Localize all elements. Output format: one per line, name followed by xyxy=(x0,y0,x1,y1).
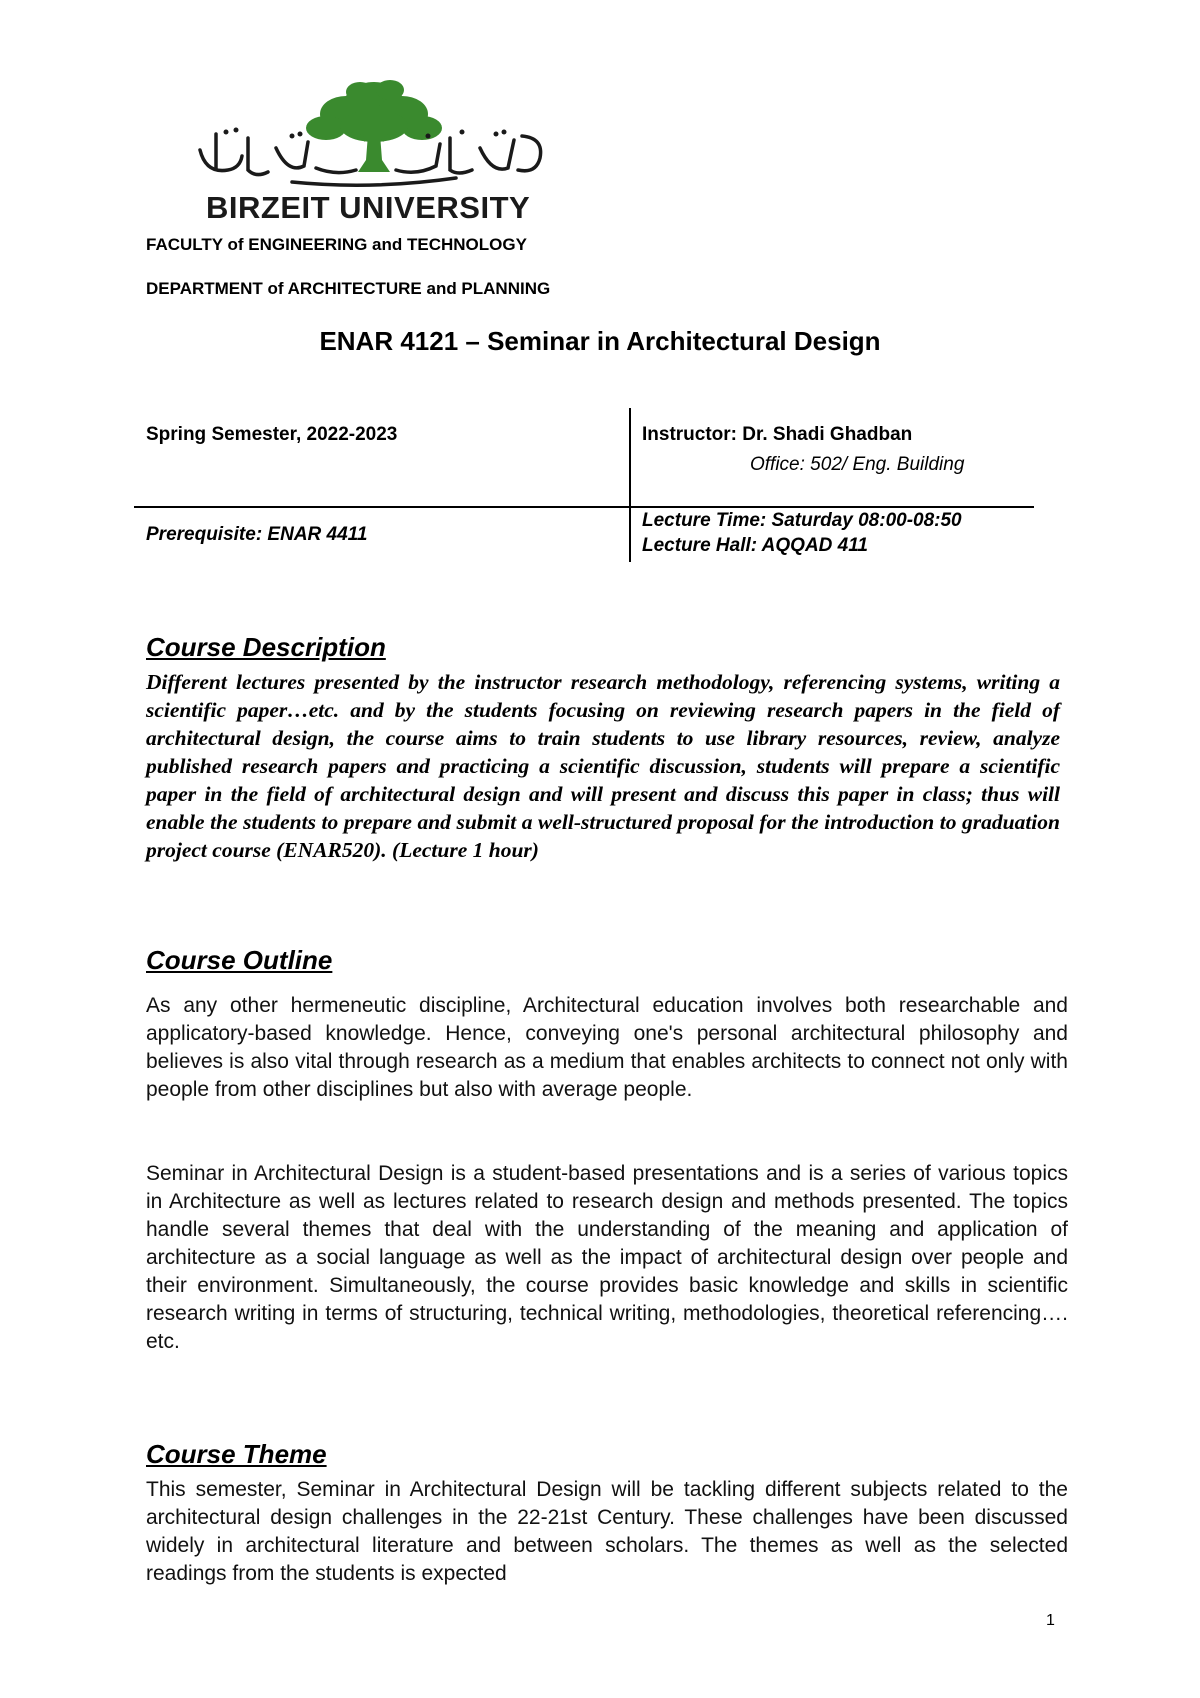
prerequisite: Prerequisite: ENAR 4411 xyxy=(146,524,368,545)
department-name: DEPARTMENT of ARCHITECTURE and PLANNING xyxy=(146,279,551,298)
course-theme-heading: Course Theme xyxy=(146,1439,327,1469)
university-name: BIRZEIT UNIVERSITY xyxy=(206,190,531,225)
faculty-name: FACULTY of ENGINEERING and TECHNOLOGY xyxy=(146,235,527,254)
office: Office: 502/ Eng. Building xyxy=(750,454,965,475)
lecture-time: Lecture Time: Saturday 08:00-08:50 xyxy=(642,510,962,531)
instructor: Instructor: Dr. Shadi Ghadban xyxy=(642,424,913,445)
table-divider-horizontal xyxy=(134,506,1034,508)
lecture-hall: Lecture Hall: AQQAD 411 xyxy=(642,535,868,556)
course-outline-heading: Course Outline xyxy=(146,945,333,975)
course-outline-paragraph-1: As any other hermeneutic discipline, Architectural education involves both researchable and applicatory-based knowledge. Hence, conveying one's personal architectural philosophy and believes is also vital through research as a medium that enables architects to connect not only with people from other disciplines but also with average people. xyxy=(146,994,1068,1101)
semester: Spring Semester, 2022-2023 xyxy=(146,424,398,445)
course-title: ENAR 4121 – Seminar in Architectural Design xyxy=(319,326,881,356)
course-description-heading: Course Description xyxy=(146,632,386,662)
page-number: 1 xyxy=(1046,1612,1055,1629)
course-info-table xyxy=(134,408,1034,562)
tree-icon xyxy=(196,78,548,190)
course-description-text: Different lectures presented by the instructor research methodology, referencing systems, writing a scientific paper…etc. and by the students focusing on reviewing research papers in the field of architectural design, the course aims to train students to use library resources, review, analyze published research papers and practicing a scientific discussion, students will prepare a scientific paper in the field of architectural design and will present and discuss this paper in class; thus will enable the students to prepare and submit a well-structured proposal for the introduction to graduation project course (ENAR520). (Lecture 1 hour) xyxy=(146,670,1060,862)
course-theme-paragraph: This semester, Seminar in Architectural Design will be tackling different subjects related to the architectural design challenges in the 22-21st Century. These challenges have been discussed widely in architectural literature and between scholars. The themes as well as the selected readings from the students is expected xyxy=(146,1478,1068,1585)
table-divider-vertical xyxy=(629,408,631,562)
course-outline-paragraph-2: Seminar in Architectural Design is a student-based presentations and is a series of various topics in Architecture as well as lectures related to research design and methods presented. The topics handle several themes that deal with the understanding of the meaning and application of architecture as a social language as well as the impact of architectural design over people and their environment. Simultaneously, the course provides basic knowledge and skills in scientific research writing in terms of structuring, technical writing, methodologies, theoretical referencing…. etc. xyxy=(146,1162,1068,1353)
university-logo xyxy=(196,78,548,226)
